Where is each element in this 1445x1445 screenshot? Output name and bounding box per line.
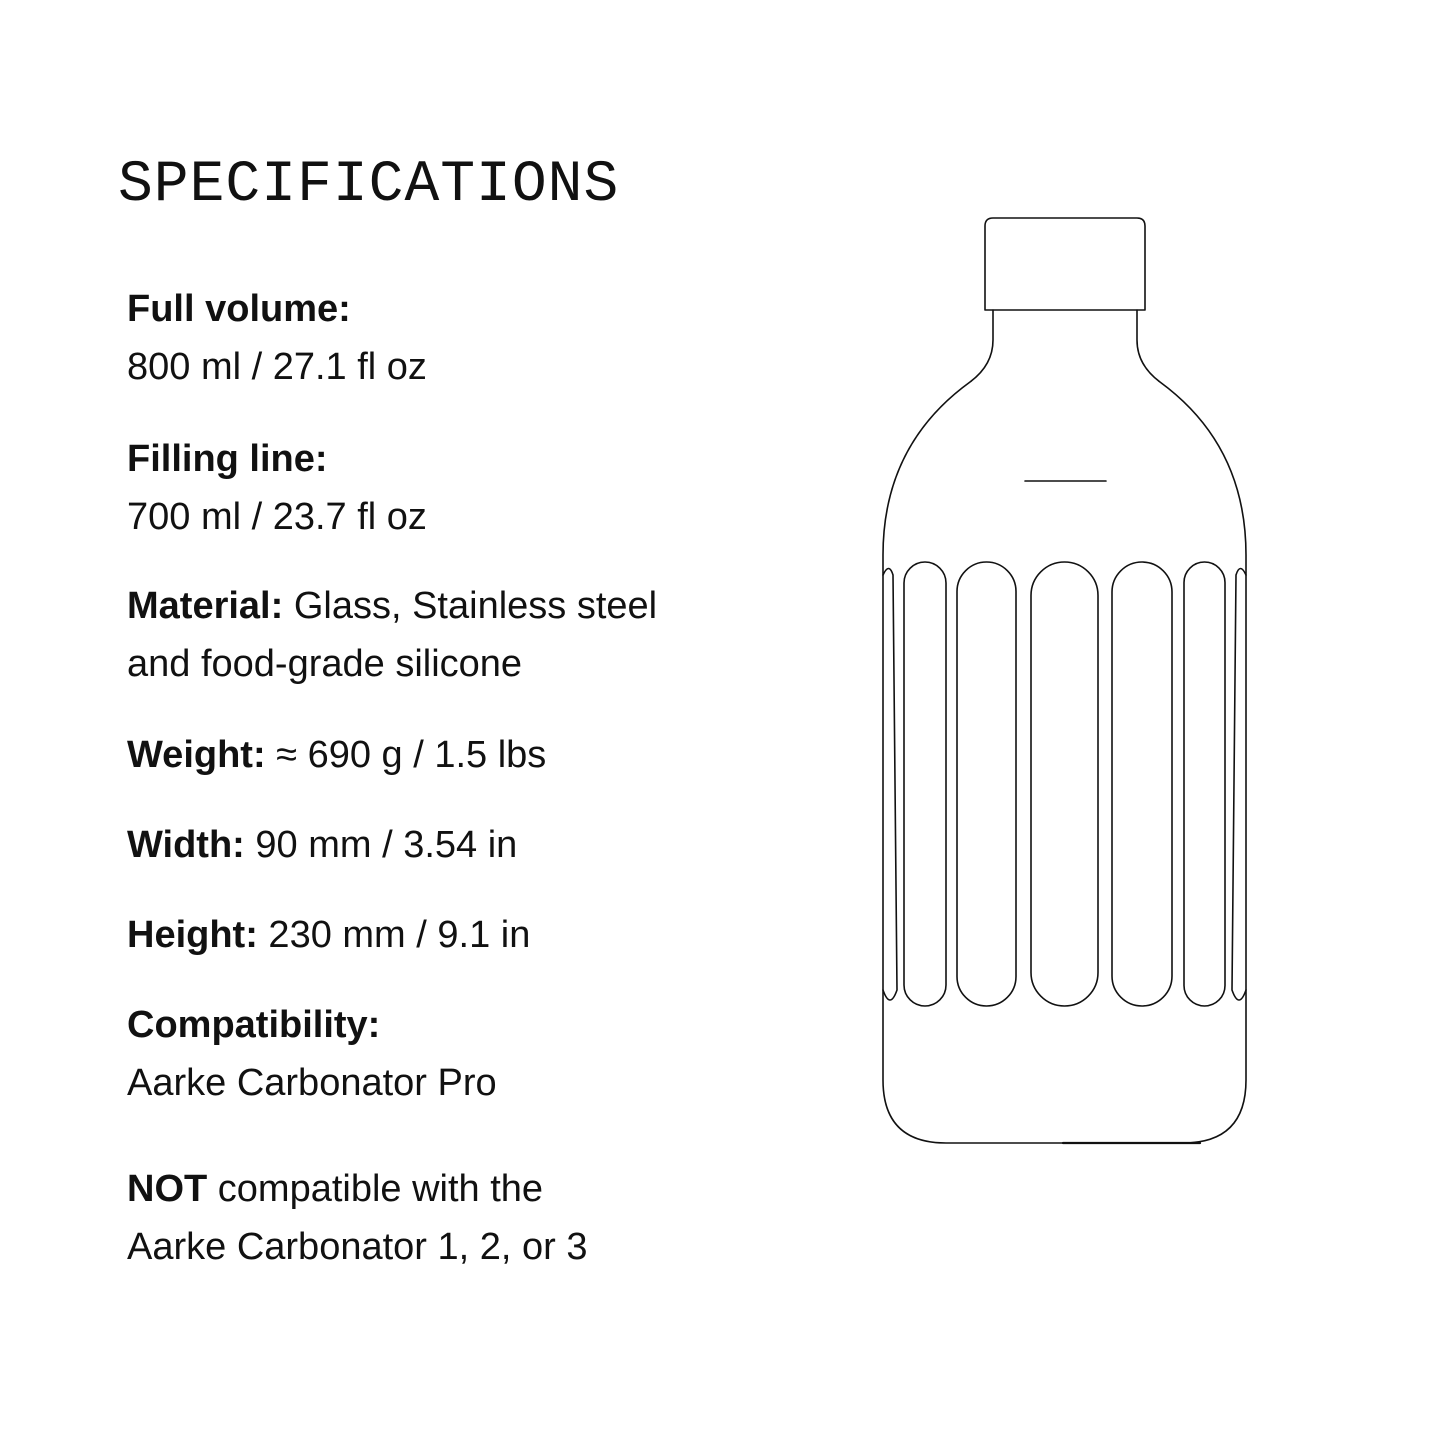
- spec-material: [127, 577, 657, 693]
- spec-label: Material:: [127, 585, 284, 627]
- grip-rib: [904, 562, 946, 1006]
- spec-value: 800 ml / 27.1 fl oz: [127, 346, 427, 388]
- bottle-icon: [870, 205, 1260, 1155]
- spec-compatibility: [127, 996, 497, 1112]
- spec-label: NOT: [127, 1168, 208, 1210]
- grip-rib: [1031, 562, 1098, 1006]
- page-title: SPECIFICATIONS: [118, 153, 620, 218]
- spec-label: Weight:: [127, 734, 266, 776]
- spec-filling-line: [127, 430, 427, 546]
- spec-value: Aarke Carbonator Pro: [127, 1062, 497, 1104]
- spec-width: [127, 816, 517, 874]
- bottle-illustration: [870, 205, 1260, 1155]
- spec-value: ≈ 690 g / 1.5 lbs: [265, 734, 547, 776]
- spec-label: Height:: [127, 914, 258, 956]
- spec-full-volume: [127, 280, 427, 396]
- spec-weight: [127, 726, 546, 784]
- bottle-cap: [985, 218, 1145, 310]
- grip-rib: [1232, 569, 1246, 1001]
- grip-rib: [883, 569, 897, 1001]
- grip-rib: [957, 562, 1016, 1006]
- bottle-body: [883, 310, 1246, 1143]
- spec-value: 700 ml / 23.7 fl oz: [127, 496, 427, 538]
- spec-label: Filling line:: [127, 438, 328, 480]
- spec-label: Full volume:: [127, 288, 351, 330]
- spec-value: Aarke Carbonator 1, 2, or 3: [127, 1226, 588, 1268]
- spec-value: and food-grade silicone: [127, 643, 523, 685]
- grip-rib: [1184, 562, 1225, 1006]
- grip-rib: [1112, 562, 1172, 1006]
- spec-not-compatible: [127, 1160, 587, 1276]
- spec-height: [127, 906, 530, 964]
- spec-value: compatible with the: [207, 1168, 544, 1210]
- spec-value: Glass, Stainless steel: [283, 585, 658, 627]
- spec-value: 90 mm / 3.54 in: [244, 824, 518, 866]
- spec-label: Width:: [127, 824, 245, 866]
- spec-label: Compatibility:: [127, 1004, 381, 1046]
- spec-value: 230 mm / 9.1 in: [257, 914, 531, 956]
